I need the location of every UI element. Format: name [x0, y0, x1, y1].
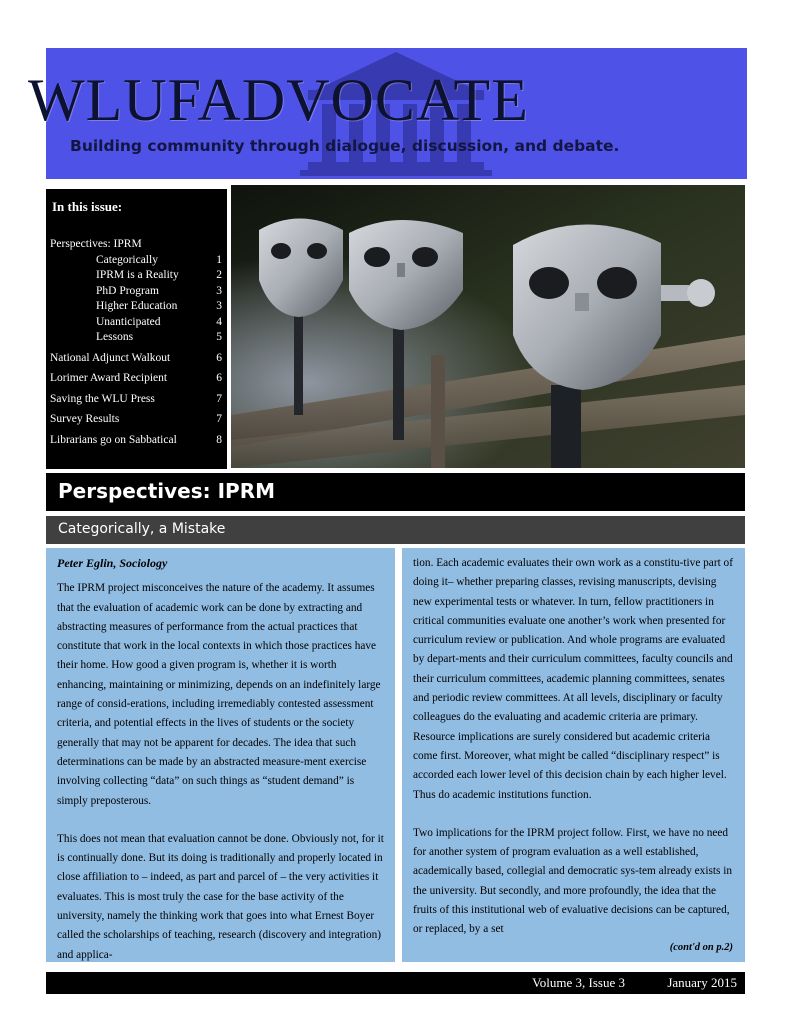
toc-item-label: IPRM is a Reality — [96, 269, 179, 281]
toc-heading: In this issue: — [52, 199, 123, 214]
article-title: Categorically, a Mistake — [58, 521, 226, 537]
toc-item — [50, 330, 224, 346]
article-paragraph: The IPRM project misconceives the nature of the academy. It assumes that the evaluation of academic work can be done by extracting and abstracting measures of performance from the actual practices that constitute that work in the local contexts in which those practices have their home. How good a given program is, whether it is worth enhancing, maintaining or minimizing, depends on an indefinitely large range of consid-erations, including irremediably contested assessment criteria, and potential effects in the lives of students or the society generally that may not be apparent for decades. The idea that such determinations can be made by an abstracted measure-ment exercise involving collecting “data” on such things as “student demand” is simply preposterous. — [57, 582, 381, 807]
issue-number: Volume 3, Issue 3 — [532, 975, 625, 990]
toc-item-label: PhD Program — [96, 284, 159, 297]
toc-item-page: 5 — [216, 331, 222, 343]
masthead-title: WLUFADVOCATE — [28, 67, 529, 133]
toc-item-label: Categorically — [96, 253, 158, 266]
toc-item-page: 7 — [216, 392, 222, 405]
table-of-contents — [46, 189, 227, 469]
issue-date: January 2015 — [667, 975, 737, 990]
toc-item-label: Perspectives: IPRM — [50, 238, 142, 250]
section-title: Perspectives: IPRM — [58, 479, 276, 503]
toc-item-label: Lessons — [96, 331, 134, 343]
toc-item — [50, 433, 224, 449]
toc-item-label: Higher Education — [96, 300, 178, 312]
toc-item — [50, 253, 224, 269]
toc-item-label: Saving the WLU Press — [50, 392, 155, 405]
article-paragraph: Two implications for the IPRM project follow. First, we have no need for another system of program evaluation as a well established, academically based, collegial and democratic sys-tem already exists in the university. But secondly, and more profoundly, the idea that the fruits of this institutional web of evaluative decisions can be captured, or replaced, by a set — [413, 826, 733, 936]
toc-item — [50, 412, 224, 428]
toc-item — [50, 284, 224, 300]
toc-item-label: Survey Results — [50, 413, 120, 425]
binocular-viewers-photo — [231, 185, 745, 468]
toc-item-page: 8 — [216, 433, 222, 446]
masthead-subtitle: Building community through dialogue, discussion, and debate. — [70, 137, 620, 155]
article-paragraph: This does not mean that evaluation cannot be done. Obviously not, for it is continually done. But its doing is traditionally and properly located in close affiliation to – indeed, as part and parcel of – the very activities it evaluates. This is most truly the case for the base activity of the university, namely the thinking work that goes into what Ernest Boyer called the scholarships of teaching, research (discovery and integration) and applica- — [57, 832, 384, 961]
toc-item — [50, 268, 224, 284]
toc-item-label: Librarians go on Sabbatical — [50, 433, 177, 446]
article-column-right — [402, 548, 745, 962]
footer-bar — [46, 972, 745, 994]
toc-item-label: National Adjunct Walkout — [50, 351, 171, 364]
toc-item-label: Unanticipated — [96, 315, 161, 328]
toc-item — [50, 392, 224, 408]
toc-item-label: Lorimer Award Recipient — [50, 372, 168, 384]
toc-item-page: 6 — [216, 351, 222, 364]
article-paragraph: tion. Each academic evaluates their own work as a constitu-tive part of doing it– whether preparing classes, revising manuscripts, devising new experimental tests or whatever. In turn, fellow practitioners in critical communities evaluate one another’s work when presented for curriculum review or publication. And whole programs are evaluated by depart-ments and their curriculum committees, faculty councils and their curriculum committees, academic planning committees, senates and periodic review committees. At all levels, disciplinary or faculty colleagues do the evaluating and academic criteria are primary. Resource implications are surely considered but academic criteria come first. Moreover, what might be called “disciplinary respect” is accorded each lower level of this decision chain by each higher level. Thus do academic institutions function. — [413, 557, 733, 801]
article-byline: Peter Eglin, Sociology — [57, 556, 168, 570]
toc-item-page: 1 — [216, 253, 222, 266]
toc-item — [50, 237, 224, 253]
toc-item-page: 3 — [216, 284, 222, 297]
toc-item-page: 6 — [216, 372, 222, 384]
toc-item — [50, 299, 224, 315]
article-column-left — [46, 548, 395, 962]
toc-item-page: 3 — [216, 300, 222, 312]
toc-list — [50, 237, 224, 448]
toc-item-page: 4 — [216, 315, 222, 328]
photo-illustration — [231, 185, 745, 468]
toc-item-page: 2 — [216, 269, 222, 281]
toc-item — [50, 371, 224, 387]
section-banner — [46, 473, 745, 511]
toc-item — [50, 315, 224, 331]
toc-item-page: 7 — [216, 413, 222, 425]
article-banner — [46, 516, 745, 544]
continued-note: (cont'd on p.2) — [669, 941, 733, 953]
toc-item — [50, 351, 224, 367]
